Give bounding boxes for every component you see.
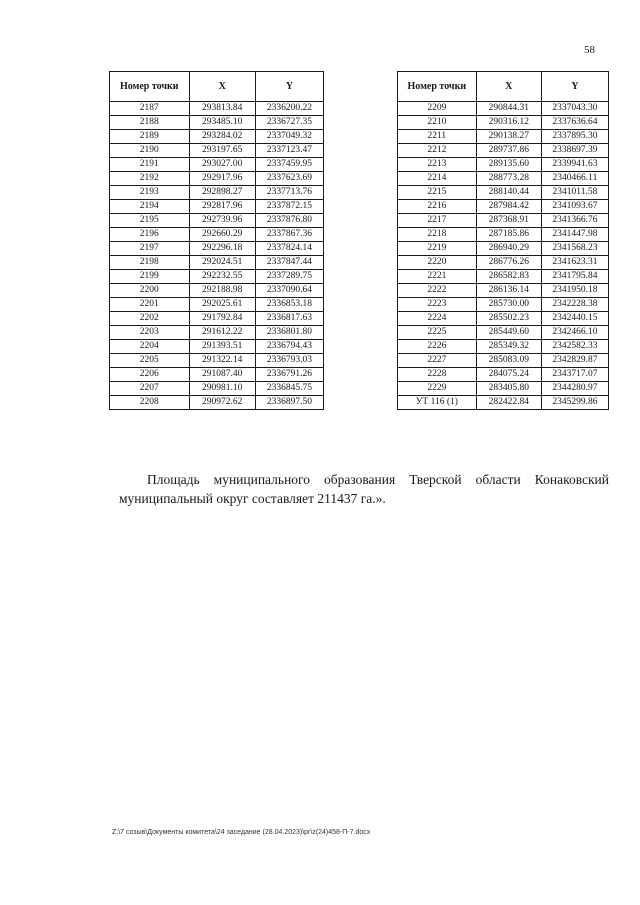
y-coordinate-cell: 2337289.75 <box>255 270 323 284</box>
x-coordinate-cell: 285449.60 <box>476 326 541 340</box>
point-number-cell: 2211 <box>398 130 477 144</box>
table-row <box>110 312 324 326</box>
table-row <box>110 354 324 368</box>
x-coordinate-cell: 288773.28 <box>476 172 541 186</box>
x-coordinate-cell: 286136.14 <box>476 284 541 298</box>
table-row <box>110 116 324 130</box>
point-number-cell: 2198 <box>110 256 190 270</box>
table-row <box>110 326 324 340</box>
page-number: 58 <box>584 44 595 56</box>
table-row <box>110 200 324 214</box>
y-coordinate-cell: 2341366.76 <box>541 214 608 228</box>
table-row <box>110 102 324 116</box>
table-row <box>110 368 324 382</box>
y-coordinate-cell: 2336794.43 <box>255 340 323 354</box>
table-row <box>398 298 609 312</box>
header-point: Номер точки <box>110 72 190 102</box>
point-number-cell: 2201 <box>110 298 190 312</box>
point-number-cell: 2205 <box>110 354 190 368</box>
y-coordinate-cell: 2336845.75 <box>255 382 323 396</box>
table-row <box>110 214 324 228</box>
point-number-cell: 2192 <box>110 172 190 186</box>
header-point: Номер точки <box>398 72 477 102</box>
table-row <box>398 354 609 368</box>
point-number-cell: 2196 <box>110 228 190 242</box>
point-number-cell: 2220 <box>398 256 477 270</box>
table-row <box>110 284 324 298</box>
point-number-cell: 2225 <box>398 326 477 340</box>
table-row <box>398 158 609 172</box>
y-coordinate-cell: 2336817.63 <box>255 312 323 326</box>
table-row <box>398 172 609 186</box>
table-row <box>398 102 609 116</box>
table-row <box>110 256 324 270</box>
header-y: Y <box>255 72 323 102</box>
x-coordinate-cell: 291792.84 <box>189 312 255 326</box>
point-number-cell: 2200 <box>110 284 190 298</box>
x-coordinate-cell: 292660.29 <box>189 228 255 242</box>
x-coordinate-cell: 293813.84 <box>189 102 255 116</box>
table-row <box>110 396 324 410</box>
y-coordinate-cell: 2345299.86 <box>541 396 608 410</box>
y-coordinate-cell: 2337847.44 <box>255 256 323 270</box>
y-coordinate-cell: 2336801.80 <box>255 326 323 340</box>
point-number-cell: 2221 <box>398 270 477 284</box>
y-coordinate-cell: 2336200.22 <box>255 102 323 116</box>
point-number-cell: 2190 <box>110 144 190 158</box>
y-coordinate-cell: 2336791.26 <box>255 368 323 382</box>
table-header-row <box>110 72 324 102</box>
y-coordinate-cell: 2337824.14 <box>255 242 323 256</box>
table-row <box>110 270 324 284</box>
x-coordinate-cell: 287185.86 <box>476 228 541 242</box>
x-coordinate-cell: 290972.62 <box>189 396 255 410</box>
y-coordinate-cell: 2341011.58 <box>541 186 608 200</box>
y-coordinate-cell: 2338697.39 <box>541 144 608 158</box>
x-coordinate-cell: 288140.44 <box>476 186 541 200</box>
header-x: X <box>476 72 541 102</box>
table-row <box>398 396 609 410</box>
point-number-cell: 2219 <box>398 242 477 256</box>
table-row <box>398 116 609 130</box>
y-coordinate-cell: 2342228.38 <box>541 298 608 312</box>
x-coordinate-cell: 292025.61 <box>189 298 255 312</box>
table-row <box>398 312 609 326</box>
y-coordinate-cell: 2337895.30 <box>541 130 608 144</box>
point-number-cell: 2191 <box>110 158 190 172</box>
point-number-cell: 2223 <box>398 298 477 312</box>
header-y: Y <box>541 72 608 102</box>
y-coordinate-cell: 2341795.84 <box>541 270 608 284</box>
point-number-cell: 2204 <box>110 340 190 354</box>
y-coordinate-cell: 2337043.30 <box>541 102 608 116</box>
y-coordinate-cell: 2341568.23 <box>541 242 608 256</box>
x-coordinate-cell: 283405.80 <box>476 382 541 396</box>
point-number-cell: 2203 <box>110 326 190 340</box>
table-row <box>398 186 609 200</box>
table-row <box>398 270 609 284</box>
x-coordinate-cell: 286776.26 <box>476 256 541 270</box>
point-number-cell: 2216 <box>398 200 477 214</box>
y-coordinate-cell: 2337636.64 <box>541 116 608 130</box>
table-row <box>398 242 609 256</box>
x-coordinate-cell: 284075.24 <box>476 368 541 382</box>
table-row <box>110 242 324 256</box>
point-number-cell: 2189 <box>110 130 190 144</box>
point-number-cell: 2202 <box>110 312 190 326</box>
point-number-cell: 2212 <box>398 144 477 158</box>
point-number-cell: 2213 <box>398 158 477 172</box>
y-coordinate-cell: 2341093.67 <box>541 200 608 214</box>
x-coordinate-cell: 282422.84 <box>476 396 541 410</box>
table-row <box>110 228 324 242</box>
x-coordinate-cell: 292817.96 <box>189 200 255 214</box>
x-coordinate-cell: 289135.60 <box>476 158 541 172</box>
x-coordinate-cell: 286940.29 <box>476 242 541 256</box>
point-number-cell: 2217 <box>398 214 477 228</box>
table-row <box>398 228 609 242</box>
point-number-cell: 2193 <box>110 186 190 200</box>
x-coordinate-cell: 292917.96 <box>189 172 255 186</box>
y-coordinate-cell: 2344280.97 <box>541 382 608 396</box>
header-x: X <box>189 72 255 102</box>
x-coordinate-cell: 292898.27 <box>189 186 255 200</box>
x-coordinate-cell: 292024.51 <box>189 256 255 270</box>
y-coordinate-cell: 2337867.36 <box>255 228 323 242</box>
point-number-cell: 2199 <box>110 270 190 284</box>
x-coordinate-cell: 291393.51 <box>189 340 255 354</box>
y-coordinate-cell: 2337090.64 <box>255 284 323 298</box>
coordinates-table-left <box>109 71 324 410</box>
table-row <box>110 172 324 186</box>
table-row <box>398 214 609 228</box>
x-coordinate-cell: 292188.98 <box>189 284 255 298</box>
y-coordinate-cell: 2337049.32 <box>255 130 323 144</box>
x-coordinate-cell: 292232.55 <box>189 270 255 284</box>
x-coordinate-cell: 292296.18 <box>189 242 255 256</box>
point-number-cell: 2206 <box>110 368 190 382</box>
y-coordinate-cell: 2337123.47 <box>255 144 323 158</box>
y-coordinate-cell: 2337872.15 <box>255 200 323 214</box>
point-number-cell: 2207 <box>110 382 190 396</box>
point-number-cell: 2215 <box>398 186 477 200</box>
y-coordinate-cell: 2339941.63 <box>541 158 608 172</box>
point-number-cell: 2228 <box>398 368 477 382</box>
y-coordinate-cell: 2337459.95 <box>255 158 323 172</box>
point-number-cell: 2188 <box>110 116 190 130</box>
y-coordinate-cell: 2341950.18 <box>541 284 608 298</box>
y-coordinate-cell: 2337713.76 <box>255 186 323 200</box>
point-number-cell: 2227 <box>398 354 477 368</box>
x-coordinate-cell: 293284.02 <box>189 130 255 144</box>
point-number-cell: 2229 <box>398 382 477 396</box>
y-coordinate-cell: 2343717.07 <box>541 368 608 382</box>
x-coordinate-cell: 285730.00 <box>476 298 541 312</box>
area-statement: Площадь муниципального образования Тверской области Конаковский муниципальный округ составляет 211437 га.». <box>119 471 609 506</box>
x-coordinate-cell: 290316.12 <box>476 116 541 130</box>
y-coordinate-cell: 2341623.31 <box>541 256 608 270</box>
x-coordinate-cell: 290981.10 <box>189 382 255 396</box>
x-coordinate-cell: 289737.86 <box>476 144 541 158</box>
coordinates-table-right <box>397 71 609 410</box>
point-number-cell: 2214 <box>398 172 477 186</box>
x-coordinate-cell: 285502.23 <box>476 312 541 326</box>
point-number-cell: 2209 <box>398 102 477 116</box>
table-row <box>398 382 609 396</box>
y-coordinate-cell: 2341447.98 <box>541 228 608 242</box>
y-coordinate-cell: 2336793.03 <box>255 354 323 368</box>
x-coordinate-cell: 287368.91 <box>476 214 541 228</box>
x-coordinate-cell: 286582.83 <box>476 270 541 284</box>
x-coordinate-cell: 290138.27 <box>476 130 541 144</box>
y-coordinate-cell: 2336853.18 <box>255 298 323 312</box>
table-row <box>398 144 609 158</box>
point-number-cell: 2187 <box>110 102 190 116</box>
point-number-cell: 2197 <box>110 242 190 256</box>
table-row <box>398 368 609 382</box>
table-row <box>110 144 324 158</box>
y-coordinate-cell: 2342582.33 <box>541 340 608 354</box>
y-coordinate-cell: 2340466.11 <box>541 172 608 186</box>
table-row <box>110 130 324 144</box>
x-coordinate-cell: 292739.96 <box>189 214 255 228</box>
y-coordinate-cell: 2336897.50 <box>255 396 323 410</box>
y-coordinate-cell: 2337876.80 <box>255 214 323 228</box>
footer-file-path: Z:\7 созыв\Документы комитета\24 заседание (28.04.2023)\pr\z(24)458-П-7.docx <box>112 829 371 836</box>
table-row <box>398 340 609 354</box>
x-coordinate-cell: 293485.10 <box>189 116 255 130</box>
x-coordinate-cell: 285349.32 <box>476 340 541 354</box>
y-coordinate-cell: 2342829.87 <box>541 354 608 368</box>
y-coordinate-cell: 2342440.15 <box>541 312 608 326</box>
x-coordinate-cell: 285083.09 <box>476 354 541 368</box>
table-row <box>398 326 609 340</box>
table-row <box>110 186 324 200</box>
point-number-cell: 2208 <box>110 396 190 410</box>
point-number-cell: 2210 <box>398 116 477 130</box>
table-header-row <box>398 72 609 102</box>
x-coordinate-cell: 287984.42 <box>476 200 541 214</box>
point-number-cell: УТ 116 (1) <box>398 396 477 410</box>
table-row <box>110 298 324 312</box>
x-coordinate-cell: 291612.22 <box>189 326 255 340</box>
point-number-cell: 2222 <box>398 284 477 298</box>
y-coordinate-cell: 2342466.10 <box>541 326 608 340</box>
table-row <box>110 382 324 396</box>
point-number-cell: 2195 <box>110 214 190 228</box>
point-number-cell: 2218 <box>398 228 477 242</box>
x-coordinate-cell: 293027.00 <box>189 158 255 172</box>
point-number-cell: 2226 <box>398 340 477 354</box>
x-coordinate-cell: 291322.14 <box>189 354 255 368</box>
y-coordinate-cell: 2337623.69 <box>255 172 323 186</box>
y-coordinate-cell: 2336727.35 <box>255 116 323 130</box>
x-coordinate-cell: 290844.31 <box>476 102 541 116</box>
x-coordinate-cell: 291087.40 <box>189 368 255 382</box>
table-row <box>398 284 609 298</box>
table-row <box>398 200 609 214</box>
point-number-cell: 2224 <box>398 312 477 326</box>
x-coordinate-cell: 293197.65 <box>189 144 255 158</box>
table-row <box>398 130 609 144</box>
point-number-cell: 2194 <box>110 200 190 214</box>
table-row <box>110 158 324 172</box>
table-row <box>110 340 324 354</box>
table-row <box>398 256 609 270</box>
